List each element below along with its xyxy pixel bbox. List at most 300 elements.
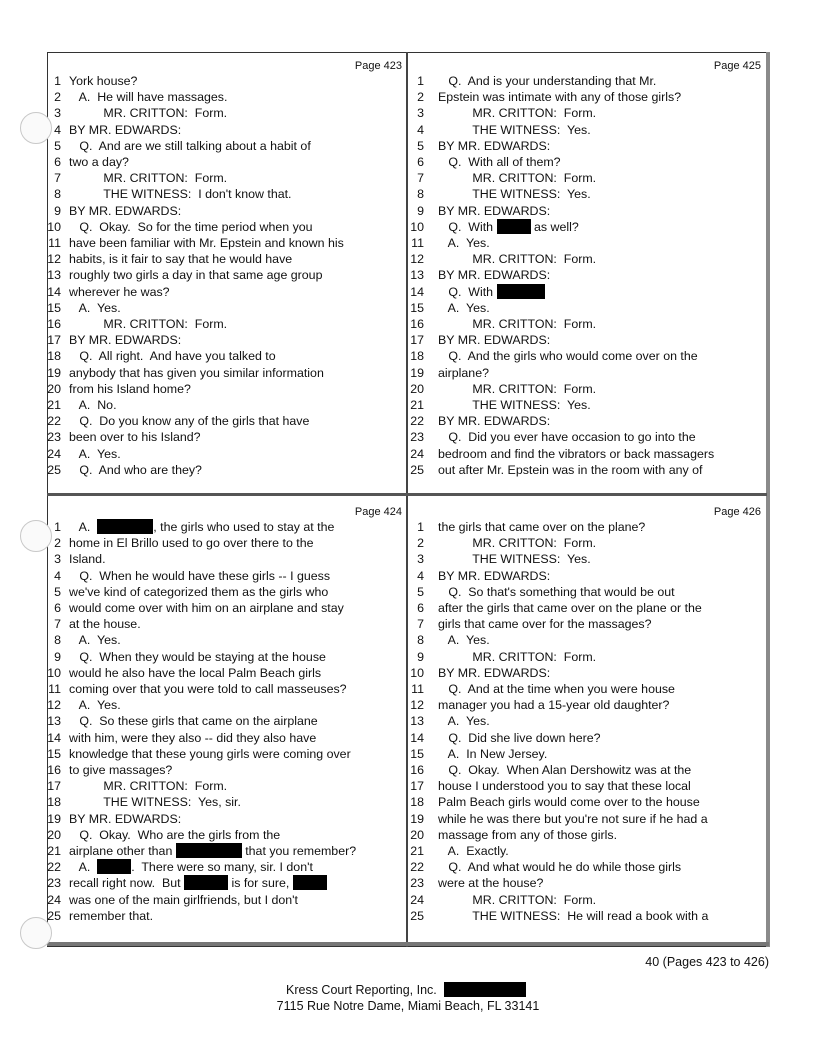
line-number: 9 [54, 649, 61, 664]
transcript-line [47, 827, 406, 843]
transcript-line [47, 859, 406, 875]
line-number: 25 [47, 462, 61, 477]
line-number: 12 [410, 698, 424, 713]
transcript-line [408, 713, 767, 729]
line-text: York house? [69, 74, 138, 88]
transcript-line [408, 794, 767, 810]
line-number: 23 [47, 430, 61, 445]
page-number-label: Page 425 [713, 60, 761, 72]
transcript-line [47, 235, 406, 251]
transcript-line [408, 89, 767, 105]
line-number: 17 [410, 779, 424, 794]
line-number: 22 [410, 860, 424, 875]
transcript-line [47, 397, 406, 413]
transcript-line [47, 381, 406, 397]
transcript-line [47, 551, 406, 567]
line-text: A. He will have massages. [69, 90, 228, 105]
line-number: 22 [410, 414, 424, 429]
transcript-line [47, 584, 406, 600]
line-number: 6 [417, 601, 424, 615]
transcript-line [47, 519, 406, 535]
transcript-line [47, 713, 406, 729]
transcript-line [47, 105, 406, 121]
line-number: 13 [47, 714, 61, 729]
transcript-line [47, 794, 406, 810]
line-number: 1 [54, 520, 61, 534]
line-text: MR. CRITTON: Form. [69, 779, 228, 794]
line-text: Island. [69, 552, 106, 567]
line-text: home in El Brillo used to go over there to the [69, 536, 314, 551]
line-text: habits, is it fair to say that he would have [69, 252, 293, 267]
line-number: 4 [417, 568, 424, 583]
line-text: A. No. [69, 398, 117, 412]
line-text: recall right now. But is for sure, [69, 875, 327, 891]
transcript-line [47, 811, 406, 827]
transcript-line [408, 381, 767, 397]
line-number: 23 [47, 876, 61, 891]
line-text: airplane other than that you remember? [69, 844, 357, 858]
transcript-line [47, 284, 406, 300]
line-text: THE WITNESS: Yes. [438, 122, 591, 137]
line-text: been over to his Island? [69, 430, 201, 445]
transcript-line [408, 859, 767, 875]
line-number: 7 [54, 617, 61, 632]
line-number: 8 [417, 633, 424, 648]
transcript-line [408, 697, 767, 713]
line-text: after the girls that came over on the plane or the [438, 601, 702, 615]
line-text: Q. Did you ever have occasion to go into the [438, 430, 696, 445]
line-number: 11 [48, 682, 61, 696]
line-number: 9 [54, 203, 61, 218]
transcript-line [47, 681, 406, 697]
line-text: Epstein was intimate with any of those girls? [438, 90, 682, 105]
line-number: 5 [417, 138, 424, 153]
line-text: MR. CRITTON: Form. [438, 317, 597, 331]
transcript-line [47, 89, 406, 105]
line-text: THE WITNESS: Yes. [438, 398, 591, 412]
line-number: 3 [417, 552, 424, 567]
transcript-line [47, 186, 406, 202]
line-text: BY MR. EDWARDS: [69, 811, 182, 826]
transcript-line [47, 632, 406, 648]
line-number: 3 [417, 106, 424, 121]
transcript-line [408, 348, 767, 364]
redaction-block [293, 875, 327, 890]
line-number: 10 [410, 219, 424, 234]
redaction-block [497, 219, 531, 234]
line-text: manager you had a 15-year old daughter? [438, 698, 670, 713]
line-text: Q. And at the time when you were house [438, 682, 675, 696]
transcript-line [408, 462, 767, 478]
line-text: Q. When he would have these girls -- I guess [69, 568, 331, 583]
transcript-line [408, 122, 767, 138]
line-number: 16 [410, 317, 424, 331]
line-text: Q. Did she live down here? [438, 730, 601, 745]
line-text: BY MR. EDWARDS: [69, 122, 182, 137]
transcript-line [408, 568, 767, 584]
line-text: Q. Do you know any of the girls that have [69, 414, 310, 429]
transcript-line [408, 413, 767, 429]
line-number: 18 [410, 795, 424, 810]
line-text: have been familiar with Mr. Epstein and known his [69, 236, 344, 250]
bottom-rule [47, 942, 769, 946]
line-number: 1 [417, 520, 424, 534]
transcript-line [47, 138, 406, 154]
line-number: 15 [47, 300, 61, 315]
line-text: A. Yes. [438, 300, 490, 315]
line-text: from his Island home? [69, 381, 191, 396]
transcript-line [47, 697, 406, 713]
transcript-line [408, 649, 767, 665]
transcript-line [408, 584, 767, 600]
line-text: BY MR. EDWARDS: [438, 203, 551, 218]
line-number: 17 [410, 333, 424, 348]
line-number: 15 [47, 746, 61, 761]
line-number: 25 [47, 908, 61, 923]
line-number: 24 [47, 892, 61, 907]
line-number: 3 [54, 106, 61, 121]
line-number: 19 [47, 811, 61, 826]
transcript-line [47, 908, 406, 924]
line-text: house I understood you to say that these local [438, 779, 691, 794]
transcript-line [408, 632, 767, 648]
line-text: airplane? [438, 365, 489, 380]
line-number: 8 [417, 187, 424, 202]
transcript-line [408, 908, 767, 924]
transcript-line [408, 551, 767, 567]
line-number: 6 [54, 155, 61, 169]
transcript-line [408, 105, 767, 121]
line-number: 19 [410, 365, 424, 380]
line-number: 10 [47, 665, 61, 680]
line-text: bedroom and find the vibrators or back massagers [438, 446, 715, 461]
transcript-line [47, 665, 406, 681]
line-number: 8 [54, 187, 61, 202]
line-text: A. , the girls who used to stay at the [69, 520, 335, 534]
line-number: 24 [47, 446, 61, 461]
transcript-line [47, 568, 406, 584]
transcript-line [408, 170, 767, 186]
line-number: 2 [417, 536, 424, 551]
line-text: MR. CRITTON: Form. [438, 536, 597, 551]
line-text: Q. With [438, 284, 545, 300]
transcript-line [47, 251, 406, 267]
line-number: 5 [54, 584, 61, 599]
line-number: 13 [47, 268, 61, 283]
line-text: MR. CRITTON: Form. [438, 649, 597, 664]
line-number: 20 [410, 381, 424, 396]
transcript-line [47, 875, 406, 891]
line-text: were at the house? [438, 876, 544, 891]
line-number: 14 [410, 730, 424, 745]
line-number: 19 [47, 365, 61, 380]
line-number: 17 [47, 333, 61, 348]
line-text: A. Yes. [438, 714, 490, 729]
row-divider [47, 493, 767, 496]
line-number: 18 [47, 349, 61, 364]
line-number: 2 [54, 90, 61, 105]
transcript-line [47, 892, 406, 908]
transcript-line [408, 251, 767, 267]
redaction-block [97, 859, 131, 874]
page-number-label: Page 424 [354, 506, 402, 518]
transcript-line [47, 73, 406, 89]
transcript-line [47, 122, 406, 138]
line-number: 20 [47, 827, 61, 842]
transcript-line [47, 462, 406, 478]
line-number: 1 [417, 74, 424, 88]
line-number: 23 [410, 876, 424, 891]
transcript-line [408, 600, 767, 616]
line-number: 22 [47, 860, 61, 875]
line-number: 12 [47, 252, 61, 267]
redaction-block [97, 519, 153, 534]
transcript-line [408, 284, 767, 300]
line-text: MR. CRITTON: Form. [438, 381, 597, 396]
line-number: 13 [410, 268, 424, 283]
line-text: BY MR. EDWARDS: [69, 203, 182, 218]
line-text: BY MR. EDWARDS: [438, 268, 551, 283]
line-text: massage from any of those girls. [438, 827, 618, 842]
page-number-label: Page 426 [713, 506, 761, 518]
transcript-line [408, 535, 767, 551]
line-text: to give massages? [69, 763, 173, 777]
line-text: Q. And are we still talking about a habit of [69, 138, 311, 153]
line-number: 2 [417, 90, 424, 105]
line-number: 15 [410, 746, 424, 761]
transcript-line [408, 73, 767, 89]
line-text: coming over that you were told to call masseuses? [69, 682, 347, 696]
line-text: MR. CRITTON: Form. [69, 106, 228, 121]
line-number: 17 [47, 779, 61, 794]
line-text: roughly two girls a day in that same age group [69, 268, 323, 283]
line-text: MR. CRITTON: Form. [438, 106, 597, 121]
transcript-line [408, 154, 767, 170]
transcript-line [408, 203, 767, 219]
line-text: A. Exactly. [438, 844, 509, 858]
line-number: 12 [47, 698, 61, 713]
transcript-line [47, 267, 406, 283]
transcript-line [47, 746, 406, 762]
line-number: 21 [410, 844, 424, 858]
line-number: 21 [47, 844, 61, 858]
redaction-block [184, 875, 228, 890]
transcript-line [47, 762, 406, 778]
line-text: would come over with him on an airplane and stay [69, 601, 344, 615]
line-text: A. Yes. [438, 236, 490, 250]
line-text: Q. Okay. When Alan Dershowitz was at the [438, 763, 692, 777]
transcript-line [408, 616, 767, 632]
line-text: A. Yes. [69, 698, 121, 713]
transcript-line [47, 649, 406, 665]
line-text: Q. So that's something that would be out [438, 584, 675, 599]
line-text: at the house. [69, 617, 141, 632]
line-number: 4 [54, 122, 61, 137]
line-text: remember that. [69, 908, 154, 923]
transcript-line [47, 730, 406, 746]
line-number: 7 [54, 171, 61, 186]
line-text: THE WITNESS: Yes. [438, 187, 591, 202]
line-number: 19 [410, 811, 424, 826]
transcript-line [408, 778, 767, 794]
line-text: MR. CRITTON: Form. [438, 252, 597, 267]
transcript-line [408, 730, 767, 746]
company-name: Kress Court Reporting, Inc. [286, 983, 437, 997]
transcript-line [408, 446, 767, 462]
line-text: MR. CRITTON: Form. [69, 317, 228, 331]
line-number: 9 [417, 203, 424, 218]
transcript-line [47, 429, 406, 445]
transcript-line [47, 446, 406, 462]
line-number: 1 [54, 74, 61, 88]
line-text: A. Yes. [69, 300, 121, 315]
line-text: Q. And who are they? [69, 462, 202, 477]
transcript-line [47, 535, 406, 551]
transcript-line [47, 365, 406, 381]
page-number-label: Page 423 [354, 60, 402, 72]
transcript-line [47, 300, 406, 316]
line-text: Q. All right. And have you talked to [69, 349, 276, 364]
line-number: 21 [47, 398, 61, 412]
line-text: knowledge that these young girls were coming over [69, 746, 351, 761]
line-number: 7 [417, 617, 424, 632]
line-text: would he also have the local Palm Beach girls [69, 665, 322, 680]
line-number: 12 [410, 252, 424, 267]
line-number: 16 [47, 317, 61, 331]
line-text: Q. With all of them? [438, 155, 561, 169]
line-number: 14 [47, 284, 61, 299]
transcript-line [47, 203, 406, 219]
line-number: 16 [47, 763, 61, 777]
line-text: BY MR. EDWARDS: [69, 333, 182, 348]
line-text: THE WITNESS: Yes, sir. [69, 795, 241, 810]
line-number: 21 [410, 398, 424, 412]
transcript-line [408, 235, 767, 251]
line-number: 9 [417, 649, 424, 664]
line-number: 20 [47, 381, 61, 396]
transcript-line [408, 681, 767, 697]
line-text: the girls that came over on the plane? [438, 520, 646, 534]
transcript-line [408, 665, 767, 681]
transcript-line [47, 843, 406, 859]
transcript-line [408, 397, 767, 413]
line-number: 2 [54, 536, 61, 551]
line-number: 10 [47, 219, 61, 234]
line-number: 11 [411, 236, 424, 250]
line-text: two a day? [69, 155, 129, 169]
line-text: A. Yes. [69, 446, 121, 461]
page-count: 40 (Pages 423 to 426) [645, 955, 769, 969]
line-text: we've kind of categorized them as the girls who [69, 584, 329, 599]
transcript-line [47, 332, 406, 348]
line-number: 14 [47, 730, 61, 745]
line-text: Palm Beach girls would come over to the house [438, 795, 700, 810]
transcript-line [408, 875, 767, 891]
line-number: 18 [47, 795, 61, 810]
line-text: Q. Okay. So for the time period when you [69, 219, 313, 234]
line-number: 6 [54, 601, 61, 615]
line-number: 4 [54, 568, 61, 583]
line-text: Q. With as well? [438, 219, 579, 234]
line-text: THE WITNESS: Yes. [438, 552, 591, 567]
line-number: 5 [54, 138, 61, 153]
line-text: Q. And is your understanding that Mr. [438, 74, 657, 88]
line-text: Q. Okay. Who are the girls from the [69, 827, 281, 842]
line-text: Q. So these girls that came on the airplane [69, 714, 318, 729]
transcript-line [47, 170, 406, 186]
transcript-line [408, 762, 767, 778]
line-number: 16 [410, 763, 424, 777]
line-text: Q. And what would he do while those girls [438, 860, 682, 875]
transcript-line [408, 519, 767, 535]
transcript-line [408, 365, 767, 381]
company-address: 7115 Rue Notre Dame, Miami Beach, FL 33141 [276, 999, 540, 1013]
line-text: Q. And the girls who would come over on the [438, 349, 698, 364]
line-number: 14 [410, 284, 424, 299]
transcript-line [47, 600, 406, 616]
transcript-line [408, 316, 767, 332]
reporting-company [286, 982, 526, 997]
line-text: A. . There were so many, sir. I don't [69, 860, 313, 875]
transcript-line [408, 186, 767, 202]
line-number: 6 [417, 155, 424, 169]
transcript-line [408, 219, 767, 235]
line-text: A. Yes. [438, 633, 490, 648]
line-number: 18 [410, 349, 424, 364]
line-number: 11 [411, 682, 424, 696]
transcript-line [47, 778, 406, 794]
line-text: girls that came over for the massages? [438, 617, 652, 632]
transcript-line [47, 413, 406, 429]
line-number: 25 [410, 908, 424, 923]
transcript-line [47, 219, 406, 235]
line-number: 25 [410, 462, 424, 477]
transcript-line [408, 827, 767, 843]
transcript-line [408, 332, 767, 348]
line-number: 3 [54, 552, 61, 567]
transcript-line [47, 154, 406, 170]
line-number: 5 [417, 584, 424, 599]
line-number: 8 [54, 633, 61, 648]
transcript-line [408, 843, 767, 859]
line-text: Q. When they would be staying at the house [69, 649, 326, 664]
line-number: 22 [47, 414, 61, 429]
line-text: out after Mr. Epstein was in the room with any of [438, 462, 703, 477]
line-number: 7 [417, 171, 424, 186]
line-text: THE WITNESS: He will read a book with a [438, 908, 709, 923]
transcript-line [408, 429, 767, 445]
line-number: 15 [410, 300, 424, 315]
line-text: was one of the main girlfriends, but I don't [69, 892, 298, 907]
line-text: MR. CRITTON: Form. [69, 171, 228, 186]
transcript-line [47, 316, 406, 332]
line-text: BY MR. EDWARDS: [438, 333, 551, 348]
line-text: BY MR. EDWARDS: [438, 414, 551, 429]
line-text: MR. CRITTON: Form. [438, 171, 597, 186]
line-text: with him, were they also -- did they also have [69, 730, 317, 745]
line-text: wherever he was? [69, 284, 170, 299]
transcript-line [47, 348, 406, 364]
line-number: 4 [417, 122, 424, 137]
line-text: THE WITNESS: I don't know that. [69, 187, 292, 202]
line-text: MR. CRITTON: Form. [438, 892, 597, 907]
line-number: 23 [410, 430, 424, 445]
transcript-line [408, 267, 767, 283]
line-number: 24 [410, 446, 424, 461]
line-text: A. Yes. [69, 633, 121, 648]
transcript-line [47, 616, 406, 632]
transcript-line [408, 811, 767, 827]
